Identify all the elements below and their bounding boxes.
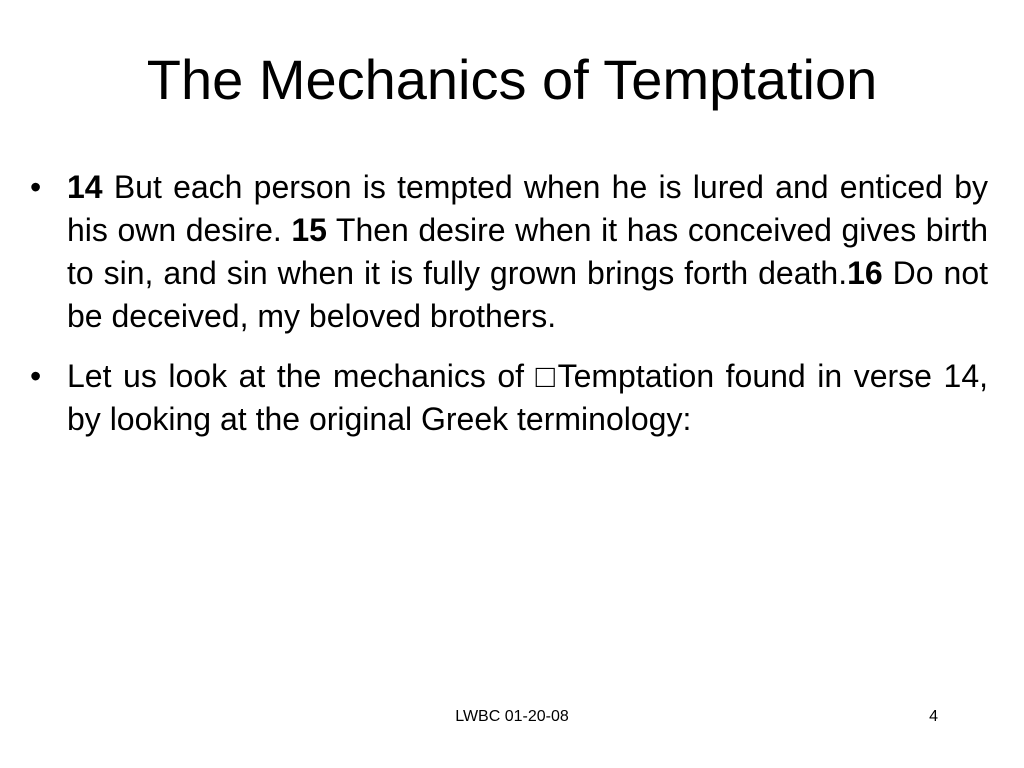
bullet-icon: • <box>30 358 42 394</box>
page-number: 4 <box>929 708 938 725</box>
verse-number-14: 14 <box>67 169 103 205</box>
verse-number-16: 16 <box>847 255 883 291</box>
bullet-item-mechanics <box>30 355 988 441</box>
bullet-item-verses <box>30 166 988 338</box>
verse-text-16: Do not be deceived, my beloved brothers. <box>67 255 989 334</box>
footer-label: LWBC 01-20-08 <box>455 708 569 725</box>
slide-title: The Mechanics of Temptation <box>146 48 878 111</box>
mechanics-text: Let us look at the mechanics of □Temptation found in verse 14, by looking at the original Greek terminology: <box>67 358 988 437</box>
verse-text-14: But each person is tempted when he is lured and enticed by his own desire. <box>67 169 988 248</box>
bullet-icon: • <box>30 169 42 205</box>
bullet-list <box>30 166 988 458</box>
verse-text-15: Then desire when it has conceived gives birth to sin, and sin when it is fully grown brings forth death. <box>67 212 989 291</box>
verse-number-15: 15 <box>291 212 327 248</box>
